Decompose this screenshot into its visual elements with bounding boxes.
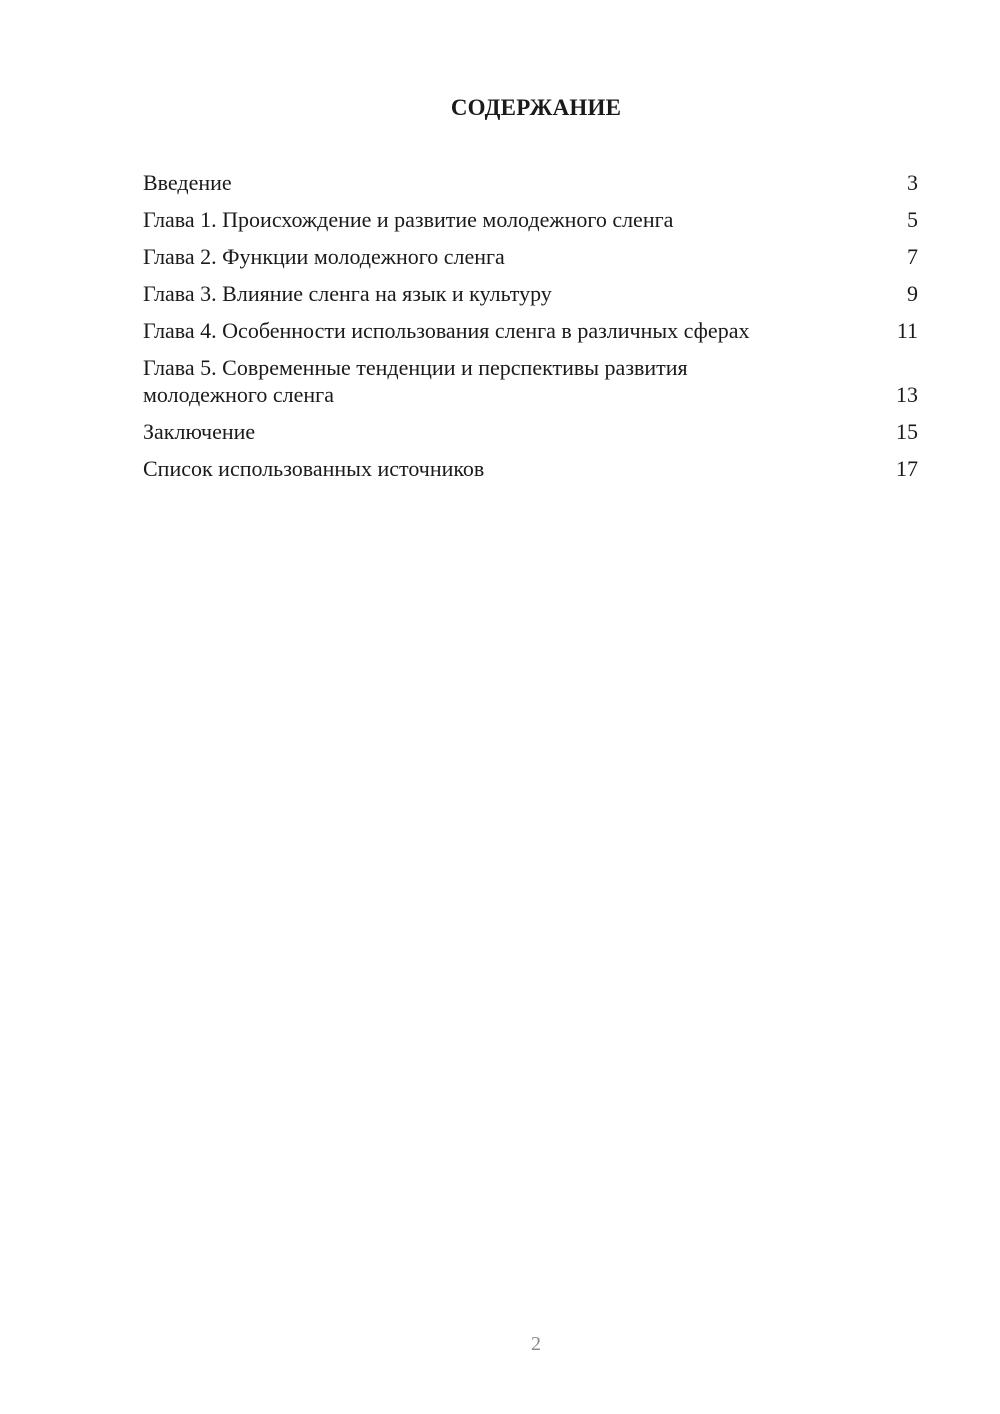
toc-entry-page: 17 [896,455,918,481]
toc-entry-text: Глава 5. Современные тенденции и перспективы развития молодежного сленга [143,355,688,407]
toc-entry-text: Заключение [143,418,256,444]
toc-entry-page: 13 [896,381,918,407]
toc-entry-page: 5 [907,207,918,232]
toc-list [143,170,918,493]
toc-entry-chapter-4 [143,318,918,345]
toc-entry-chapter-5 [143,355,918,408]
toc-entry-page: 9 [907,281,918,306]
toc-entry-chapter-2 [143,244,918,271]
toc-entry-conclusion [143,419,918,446]
toc-entry-references [143,456,918,483]
toc-entry-text: Глава 2. Функции молодежного сленга [143,244,505,269]
toc-entry-page: 15 [896,418,918,444]
toc-entry-chapter-3 [143,281,918,308]
toc-title: СОДЕРЖАНИЕ [450,95,622,120]
toc-entry-page: 3 [907,170,918,195]
toc-entry-text: Глава 1. Происхождение и развитие молодежного сленга [143,207,674,232]
toc-entry-page: 11 [896,318,918,343]
toc-entry-text: Глава 3. Влияние сленга на язык и культуру [143,281,552,306]
toc-entry-page: 7 [907,244,918,269]
toc-entry-text: Введение [143,170,232,195]
toc-entry-chapter-1 [143,207,918,234]
page-number: 2 [531,1333,541,1355]
toc-entry-text: Список использованных источников [143,455,485,481]
toc-entry-introduction [143,170,918,197]
toc-entry-text: Глава 4. Особенности использования сленга в различных сферах [143,318,750,343]
